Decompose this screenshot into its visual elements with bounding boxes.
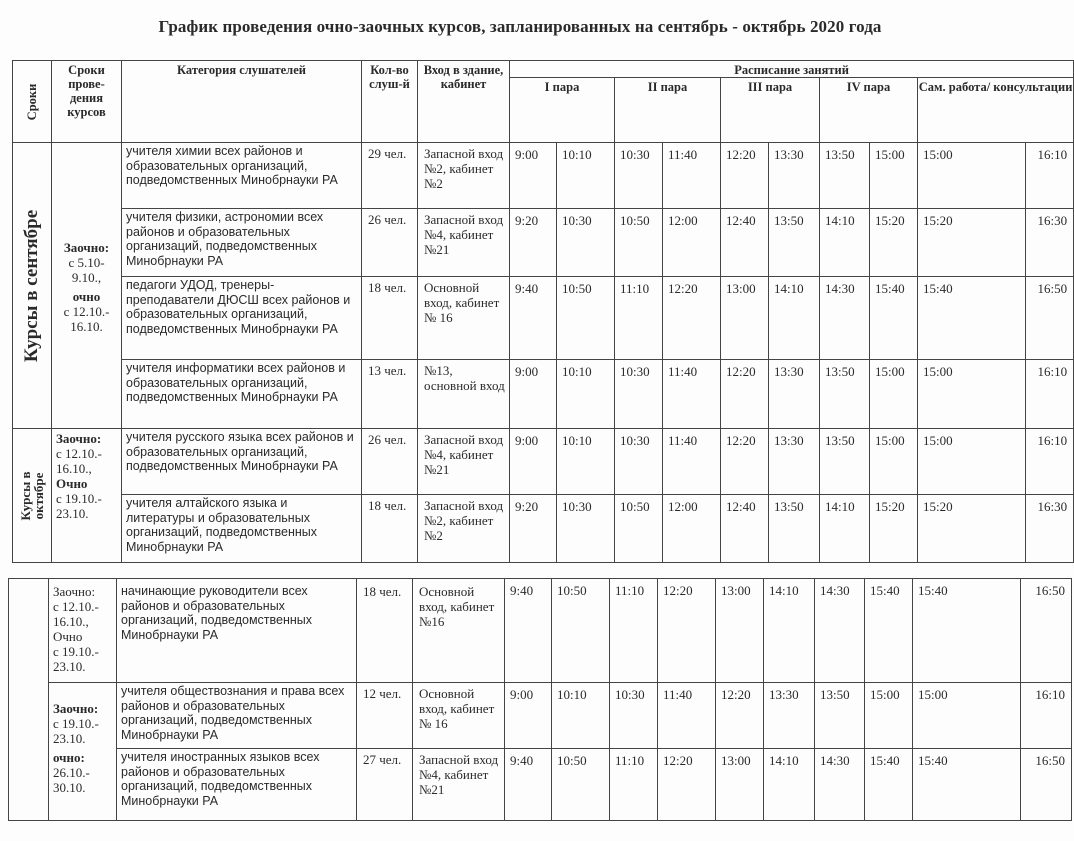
time-cell: 11:10 [610, 579, 658, 683]
header-pair-4: IV пара [820, 78, 918, 143]
header-schedule: Расписание занятий [510, 61, 1074, 78]
table-row [9, 749, 1072, 821]
time-cell: 15:00 [870, 429, 918, 495]
count-cell: 18 чел. [362, 277, 418, 360]
table-row [13, 360, 1074, 429]
time-cell: 15:20 [870, 209, 918, 277]
time-cell: 15:00 [913, 683, 1021, 749]
time-cell: 13:50 [769, 495, 820, 563]
time-cell: 13:30 [769, 360, 820, 429]
time-cell: 13:50 [815, 683, 865, 749]
time-cell: 16:50 [1026, 277, 1074, 360]
time-cell: 14:10 [820, 495, 870, 563]
category-cell: начинающие руководители всех районов и образовательных организаций, подведомственных Минобрнауки РА [117, 579, 357, 683]
entrance-cell: №13, основной вход [418, 360, 510, 429]
time-cell: 10:30 [557, 495, 615, 563]
time-cell: 12:00 [663, 209, 721, 277]
time-cell: 15:00 [865, 683, 913, 749]
time-cell: 15:40 [865, 579, 913, 683]
header-count: Кол-во слуш-й [362, 61, 418, 143]
time-cell: 14:30 [815, 749, 865, 821]
time-cell: 11:40 [663, 360, 721, 429]
time-cell: 10:50 [552, 579, 610, 683]
time-cell: 15:40 [918, 277, 1026, 360]
time-cell: 15:40 [870, 277, 918, 360]
time-cell: 14:10 [769, 277, 820, 360]
term-september: Заочно: с 5.10- 9.10., очно с 12.10.- 16.10. [52, 143, 122, 429]
table-row [9, 683, 1072, 749]
entrance-cell: Запасной вход №2, кабинет №2 [418, 495, 510, 563]
table-row [13, 143, 1074, 209]
entrance-cell: Запасной вход №4, кабинет №21 [418, 429, 510, 495]
category-cell: учителя физики, астрономии всех районов и образовательных организаций, подведомственных Минобрнауки РА [122, 209, 362, 277]
time-cell: 10:30 [557, 209, 615, 277]
time-cell: 9:00 [510, 360, 557, 429]
time-cell: 16:10 [1026, 143, 1074, 209]
time-cell: 9:00 [505, 683, 552, 749]
count-cell: 26 чел. [362, 209, 418, 277]
time-cell: 16:10 [1021, 683, 1072, 749]
time-cell: 11:40 [663, 143, 721, 209]
header-category: Категория слушателей [122, 61, 362, 143]
time-cell: 9:00 [510, 429, 557, 495]
time-cell: 15:00 [918, 429, 1026, 495]
time-cell: 16:30 [1026, 209, 1074, 277]
time-cell: 11:10 [615, 277, 663, 360]
time-cell: 12:20 [658, 579, 716, 683]
time-cell: 12:40 [721, 495, 769, 563]
table-row [13, 277, 1074, 360]
count-cell: 18 чел. [362, 495, 418, 563]
time-cell: 14:30 [815, 579, 865, 683]
category-cell: педагоги УДОД, тренеры-преподаватели ДЮСШ всех районов и образовательных организаций, подведомственных Минобрнауки РА [122, 277, 362, 360]
entrance-cell: Основной вход, кабинет № 16 [418, 277, 510, 360]
count-cell: 13 чел. [362, 360, 418, 429]
time-cell: 10:10 [557, 429, 615, 495]
header-pair-2: II пара [615, 78, 721, 143]
time-cell: 13:00 [721, 277, 769, 360]
time-cell: 12:40 [721, 209, 769, 277]
category-cell: учителя информатики всех районов и образовательных организаций, подведомственных Минобрнауки РА [122, 360, 362, 429]
time-cell: 15:20 [918, 209, 1026, 277]
time-cell: 14:10 [764, 749, 815, 821]
time-cell: 9:20 [510, 209, 557, 277]
time-cell: 12:20 [721, 429, 769, 495]
time-cell: 9:20 [510, 495, 557, 563]
time-cell: 10:50 [552, 749, 610, 821]
time-cell: 11:40 [658, 683, 716, 749]
header-sroki: Сроки [13, 61, 52, 143]
time-cell: 15:20 [918, 495, 1026, 563]
schedule-table-1 [12, 60, 1074, 563]
time-cell: 15:00 [918, 143, 1026, 209]
count-cell: 18 чел. [357, 579, 413, 683]
entrance-cell: Запасной вход №2, кабинет №2 [418, 143, 510, 209]
time-cell: 10:10 [557, 360, 615, 429]
time-cell: 10:10 [557, 143, 615, 209]
count-cell: 26 чел. [362, 429, 418, 495]
header-sroki-provedeniya: Сроки прове-дения курсов [52, 61, 122, 143]
section-label-october: Курсы в октябре [13, 429, 52, 563]
section-label-september: Курсы в сентябре [13, 143, 52, 429]
table-row [13, 495, 1074, 563]
header-entrance: Вход в здание, кабинет [418, 61, 510, 143]
category-cell: учителя русского языка всех районов и образовательных организаций, подведомственных Минобрнауки РА [122, 429, 362, 495]
time-cell: 11:40 [663, 429, 721, 495]
term-cell: Заочно: с 12.10.- 16.10., Очно с 19.10.- 23.10. [49, 579, 117, 683]
time-cell: 13:30 [769, 429, 820, 495]
time-cell: 12:20 [658, 749, 716, 821]
count-cell: 12 чел. [357, 683, 413, 749]
time-cell: 15:40 [865, 749, 913, 821]
time-cell: 15:20 [870, 495, 918, 563]
category-cell: учителя химии всех районов и образовательных организаций, подведомственных Минобрнауки РА [122, 143, 362, 209]
time-cell: 13:00 [716, 749, 764, 821]
time-cell: 10:50 [615, 495, 663, 563]
empty-side-cell [9, 579, 49, 821]
header-pair-1: I пара [510, 78, 615, 143]
time-cell: 16:50 [1021, 749, 1072, 821]
time-cell: 15:00 [870, 143, 918, 209]
time-cell: 9:40 [505, 749, 552, 821]
table-row [13, 429, 1074, 495]
time-cell: 12:20 [716, 683, 764, 749]
time-cell: 10:10 [552, 683, 610, 749]
time-cell: 13:30 [769, 143, 820, 209]
time-cell: 14:10 [820, 209, 870, 277]
time-cell: 15:00 [918, 360, 1026, 429]
time-cell: 16:10 [1026, 429, 1074, 495]
entrance-cell: Основной вход, кабинет №16 [413, 579, 505, 683]
time-cell: 10:30 [615, 143, 663, 209]
time-cell: 15:40 [913, 579, 1021, 683]
time-cell: 11:10 [610, 749, 658, 821]
term-october: Заочно: с 12.10.- 16.10., Очно с 19.10.- 23.10. [52, 429, 122, 563]
category-cell: учителя обществознания и права всех районов и образовательных организаций, подведомственных Минобрнауки РА [117, 683, 357, 749]
time-cell: 15:40 [913, 749, 1021, 821]
term-cell-bottom: Заочно: с 19.10.- 23.10. очно: 26.10.- 30.10. [49, 683, 117, 821]
entrance-cell: Запасной вход №4, кабинет №21 [418, 209, 510, 277]
time-cell: 14:30 [820, 277, 870, 360]
time-cell: 13:50 [820, 143, 870, 209]
category-cell: учителя алтайского языка и литературы и образовательных организаций, подведомственных Минобрнауки РА [122, 495, 362, 563]
time-cell: 9:40 [505, 579, 552, 683]
header-row-1 [13, 61, 1074, 78]
time-cell: 10:30 [610, 683, 658, 749]
time-cell: 14:10 [764, 579, 815, 683]
count-cell: 27 чел. [357, 749, 413, 821]
time-cell: 10:50 [557, 277, 615, 360]
time-cell: 16:10 [1026, 360, 1074, 429]
time-cell: 10:50 [615, 209, 663, 277]
time-cell: 13:50 [820, 360, 870, 429]
time-cell: 12:20 [721, 143, 769, 209]
category-cell: учителя иностранных языков всех районов и образовательных организаций, подведомственных Минобрнауки РА [117, 749, 357, 821]
schedule-table-2 [8, 578, 1072, 821]
entrance-cell: Запасной вход №4, кабинет №21 [413, 749, 505, 821]
time-cell: 13:30 [764, 683, 815, 749]
time-cell: 12:00 [663, 495, 721, 563]
time-cell: 13:00 [716, 579, 764, 683]
time-cell: 12:20 [721, 360, 769, 429]
time-cell: 13:50 [820, 429, 870, 495]
time-cell: 10:30 [615, 429, 663, 495]
table-row [13, 209, 1074, 277]
time-cell: 16:30 [1026, 495, 1074, 563]
time-cell: 15:00 [870, 360, 918, 429]
count-cell: 29 чел. [362, 143, 418, 209]
time-cell: 16:50 [1021, 579, 1072, 683]
page-title: График проведения очно-заочных курсов, запланированных на сентябрь - октябрь 2020 года [158, 17, 882, 36]
header-pair-3: III пара [721, 78, 820, 143]
time-cell: 10:30 [615, 360, 663, 429]
header-self-study: Сам. работа/ консультации [918, 78, 1074, 143]
table-row [9, 579, 1072, 683]
time-cell: 9:00 [510, 143, 557, 209]
time-cell: 13:50 [769, 209, 820, 277]
entrance-cell: Основной вход, кабинет № 16 [413, 683, 505, 749]
time-cell: 12:20 [663, 277, 721, 360]
time-cell: 9:40 [510, 277, 557, 360]
